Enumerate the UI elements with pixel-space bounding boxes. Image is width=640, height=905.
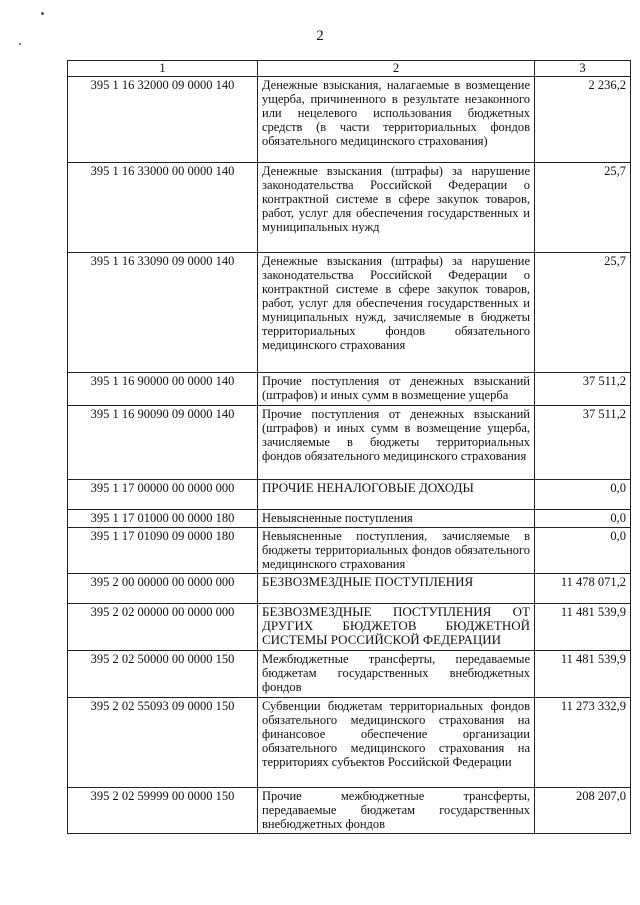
budget-code: 395 1 16 33000 00 0000 140 (68, 163, 258, 253)
budget-code: 395 1 16 33090 09 0000 140 (68, 253, 258, 373)
table-row (68, 651, 631, 698)
amount-value: 11 481 539,9 (535, 604, 631, 651)
scan-speck (41, 12, 44, 15)
amount-value: 208 207,0 (535, 788, 631, 834)
budget-code: 395 1 16 32000 09 0000 140 (68, 77, 258, 163)
budget-code: 395 1 17 01000 00 0000 180 (68, 510, 258, 528)
column-header-amount: 3 (535, 61, 631, 77)
amount-value: 2 236,2 (535, 77, 631, 163)
amount-value: 37 511,2 (535, 406, 631, 480)
revenue-name: Прочие поступления от денежных взысканий (штрафов) и иных сумм в возмещение ущерба, зачисляемые в бюджеты территориальных фондов обязательного медицинского страхования (258, 406, 535, 480)
amount-value: 0,0 (535, 480, 631, 510)
table-row (68, 604, 631, 651)
revenue-name: Субвенции бюджетам территориальных фондов обязательного медицинского страхования на финансовое обеспечение организации обязательного медицинского страхования на территориях субъектов Российской Федерации (258, 698, 535, 788)
budget-code: 395 2 00 00000 00 0000 000 (68, 574, 258, 604)
table-row (68, 574, 631, 604)
table-row (68, 480, 631, 510)
amount-value: 11 273 332,9 (535, 698, 631, 788)
table-row (68, 698, 631, 788)
budget-code: 395 1 17 00000 00 0000 000 (68, 480, 258, 510)
table-row (68, 406, 631, 480)
table-row (68, 528, 631, 574)
revenue-name: Прочие межбюджетные трансферты, передаваемые бюджетам государственных внебюджетных фондов (258, 788, 535, 834)
budget-code: 395 1 17 01090 09 0000 180 (68, 528, 258, 574)
budget-code: 395 1 16 90090 09 0000 140 (68, 406, 258, 480)
budget-revenue-table (67, 60, 631, 834)
amount-value: 0,0 (535, 510, 631, 528)
table-row (68, 253, 631, 373)
table-row (68, 163, 631, 253)
revenue-name: Невыясненные поступления (258, 510, 535, 528)
table-row (68, 77, 631, 163)
revenue-name: ПРОЧИЕ НЕНАЛОГОВЫЕ ДОХОДЫ (258, 480, 535, 510)
table-row (68, 788, 631, 834)
table-row (68, 510, 631, 528)
budget-code: 395 2 02 59999 00 0000 150 (68, 788, 258, 834)
amount-value: 11 481 539,9 (535, 651, 631, 698)
amount-value: 0,0 (535, 528, 631, 574)
table-header-row (68, 61, 631, 77)
revenue-name: Невыясненные поступления, зачисляемые в бюджеты территориальных фондов обязательного медицинского страхования (258, 528, 535, 574)
budget-code: 395 2 02 00000 00 0000 000 (68, 604, 258, 651)
page-number: 2 (316, 28, 324, 44)
revenue-name: Денежные взыскания (штрафы) за нарушение законодательства Российской Федерации о контрактной системе в сфере закупок товаров, работ, услуг для обеспечения государственных и муниципальных нужд (258, 163, 535, 253)
revenue-name: БЕЗВОЗМЕЗДНЫЕ ПОСТУПЛЕНИЯ ОТ ДРУГИХ БЮДЖЕТОВ БЮДЖЕТНОЙ СИСТЕМЫ РОССИЙСКОЙ ФЕДЕРАЦИИ (258, 604, 535, 651)
amount-value: 37 511,2 (535, 373, 631, 406)
amount-value: 25,7 (535, 253, 631, 373)
table-row (68, 373, 631, 406)
amount-value: 11 478 071,2 (535, 574, 631, 604)
revenue-name: БЕЗВОЗМЕЗДНЫЕ ПОСТУПЛЕНИЯ (258, 574, 535, 604)
revenue-name: Денежные взыскания, налагаемые в возмещение ущерба, причиненного в результате незаконного или нецелевого использования бюджетных средств (в части территориальных фондов обязательного медицинского страхования) (258, 77, 535, 163)
budget-code: 395 2 02 55093 09 0000 150 (68, 698, 258, 788)
budget-code: 395 1 16 90000 00 0000 140 (68, 373, 258, 406)
column-header-name: 2 (258, 61, 535, 77)
revenue-name: Денежные взыскания (штрафы) за нарушение законодательства Российской Федерации о контрактной системе в сфере закупок товаров, работ, услуг для обеспечения государственных и муниципальных нужд, зачисляемые в бюджеты территориальных фондов обязательного медицинского страхования (258, 253, 535, 373)
revenue-name: Прочие поступления от денежных взысканий (штрафов) и иных сумм в возмещение ущерба (258, 373, 535, 406)
budget-code: 395 2 02 50000 00 0000 150 (68, 651, 258, 698)
amount-value: 25,7 (535, 163, 631, 253)
column-header-code: 1 (68, 61, 258, 77)
revenue-name: Межбюджетные трансферты, передаваемые бюджетам государственных внебюджетных фондов (258, 651, 535, 698)
